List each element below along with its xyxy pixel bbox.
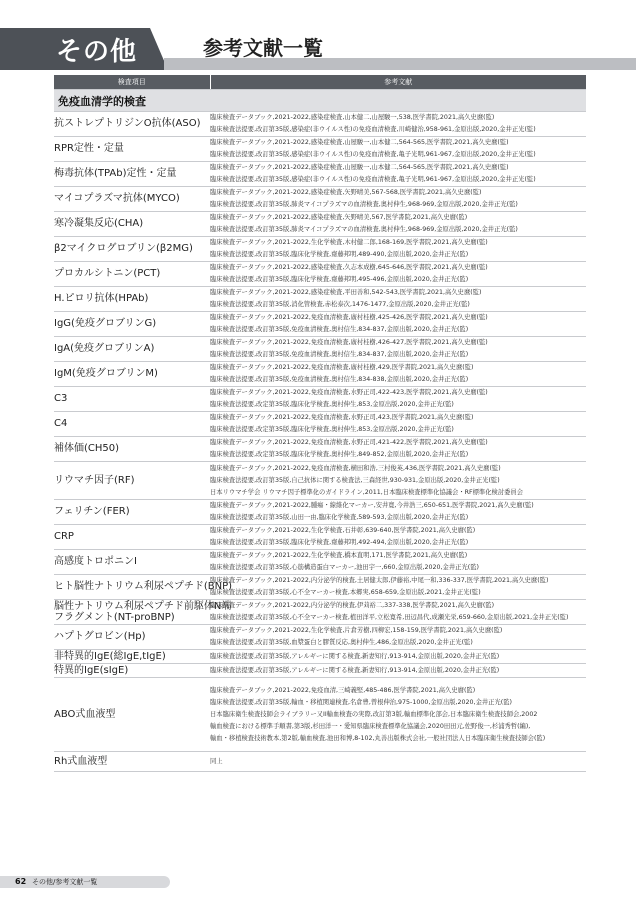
reference-list — [210, 262, 586, 287]
test-item-name: H.ピロリ抗体(HPAb) — [54, 287, 210, 312]
reference-list — [210, 362, 586, 387]
reference-list — [210, 500, 586, 525]
table-row — [54, 212, 586, 237]
table-row — [54, 650, 586, 664]
reference-entry: 臨床検査法提要,改訂第35版,免疫血清検査,奥村信生,834-837,金原出版,2020,金井正光(監) — [210, 351, 469, 358]
test-item-name: 梅毒抗体(TPAb)定性・定量 — [54, 162, 210, 187]
page-header — [0, 28, 636, 70]
reference-entry: 輸血・移植検査技術教本,第2版,輸血検査,池田和博,8-102,丸善出版株式会社,一般社団法人日本臨床衛生検査技師会(監) — [210, 734, 546, 742]
reference-list — [210, 462, 586, 500]
footer-label: その他/参考文献一覧 — [32, 878, 98, 886]
reference-entry: 臨床検査法提要,改訂第35版,臨床化学検査,齋藤邦明,492-494,金原出版,2020,金井正光(監) — [210, 539, 469, 546]
reference-entry: 臨床検査データブック,2021-2022,免疫血清検査,横田和浩,三村俊英,436,医学書院,2021,高久史麿(監) — [210, 464, 501, 472]
reference-entry: 臨床検査データブック,2021-2022,感染症検査,山本健二,山屋駿一,538,医学書院,2021,高久史麿(監) — [210, 114, 495, 121]
reference-entry: 臨床検査データブック,2021-2022,感染症検査,山屋駿一,山本健二,564-565,医学書院,2021,高久史麿(監) — [210, 164, 509, 171]
reference-entry: 臨床検査法提要,改訂第35版,消化管検査,赤松泰次,1476-1477,金原出版,2020,金井正光(監) — [210, 301, 470, 308]
test-item-name: C3 — [54, 387, 210, 412]
reference-entry: 臨床検査法提要,改訂第35版,免疫血清検査,奥村信生,834-838,金原出版,2020,金井正光(監) — [210, 376, 469, 383]
reference-entry: 臨床検査法提要,改訂第35版,山田一由,臨床化学検査,589-593,金原出版,2020,金井正光(監) — [210, 514, 469, 521]
reference-entry: 臨床検査法提要,改定第35版,臨床化学検査,奥村伸生,853,金原出版,2020,金井正光(監) — [210, 401, 454, 408]
table-row — [54, 387, 586, 412]
page-number: 62 — [15, 877, 27, 886]
reference-entry: 臨床検査法提要,改訂第35版,心不全マーカー検査,植田洋平,立松寛希,田辺昌代,成瀬光栄,659-660,金原出版,2021,金井正光(監) — [210, 614, 569, 621]
page-title: 参考文献一覧 — [203, 36, 323, 60]
table-row — [54, 362, 586, 387]
reference-entry: 臨床検査データブック,2021-2022,腫瘍・線維化マーカー,安井寛,今井浩三,650-651,医学書院,2021,高久史麿(監) — [210, 502, 534, 509]
section-row — [54, 90, 586, 112]
reference-list — [210, 600, 586, 625]
reference-entry: 臨床検査法提要,改訂第35版,臨床化学検査,齋藤邦明,489-490,金原出版,2020,金井正光(監) — [210, 251, 469, 258]
reference-entry: 臨床検査データブック,2021-2022,免疫血清検査,廣村桂樹,429,医学書院,2021,高久史麿(監) — [210, 364, 474, 371]
reference-entry: 臨床検査データブック,2021-2022,免疫血清検査,水野正司,421-422,医学書院,2021,高久史麿(監) — [210, 439, 488, 446]
reference-entry: 臨床検査データブック,2021-2022,免疫血清検査,廣村桂樹,425-426,医学書院,2021,高久史麿(監) — [210, 314, 488, 321]
reference-entry: 臨床検査データブック,2021-2022,生化学検査,片倉芳樹,四柳宏,158-159,医学書院,2021,高久史麿(監) — [210, 627, 503, 634]
test-item-name: 高感度トロポニンI — [54, 550, 210, 575]
reference-list — [210, 525, 586, 550]
reference-entry: 臨床検査法提要,改訂第35版,心不全マーカー検査,本郷実,658-659,金原出版,2021,金井正光(監) — [210, 589, 481, 596]
reference-entry: 臨床検査法提要,改訂第35版,感染症(非ウイルス性)の免疫血清検査,亀子光明,961-967,金原出版,2020,金井正光(監) — [210, 176, 536, 183]
table-row — [54, 462, 586, 500]
reference-entry: 臨床検査データブック,2021-2022,感染症検査,矢野晴美,567,医学書院,2021,高久史麿(監) — [210, 214, 468, 221]
test-item-name — [54, 600, 232, 625]
reference-entry: 輸血検査における標準手順書,第3版,杉田洋一・愛知県臨床検査標準化協議会,2020田田元,佐野俊一,杉浦秀哲(編), — [210, 722, 531, 730]
reference-list — [210, 678, 586, 752]
reference-list — [210, 550, 586, 575]
header-category-title: その他 — [56, 37, 138, 67]
table-row — [54, 287, 586, 312]
page-footer — [0, 876, 636, 888]
reference-entry: 臨床検査法提要,改訂第35版,感染症(非ウイルス性)の免疫血清検査,亀子光明,961-967,金原出版,2020,金井正光(監) — [210, 151, 536, 158]
reference-entry: 臨床検査データブック,2021-2022,生化学検査,石井彰,639-640,医学書院,2021,高久史麿(監) — [210, 527, 476, 534]
reference-list — [210, 162, 586, 187]
test-item-name: C4 — [54, 412, 210, 437]
reference-entry: 日本臨床衛生検査技師会ライブラリー又II輸血検査の実際,改訂第3版,輸血標準化部会,日本臨床衛生検査技師会,2002 — [210, 710, 538, 718]
table-row — [54, 550, 586, 575]
reference-list — [210, 287, 586, 312]
reference-list — [210, 137, 586, 162]
test-item-name: リウマチ因子(RF) — [54, 462, 210, 500]
table-row — [54, 664, 586, 678]
table-row — [54, 437, 586, 462]
table-row — [54, 600, 586, 625]
column-header-item: 検査項目 — [54, 75, 210, 90]
table-row — [54, 312, 586, 337]
table-row — [54, 625, 586, 650]
reference-entry: 臨床検査法提要,改訂第35版,アレルギーに関する検査,新妻知行,913-914,金原出版,2020,金井正光(監) — [210, 652, 500, 660]
table-row — [54, 575, 586, 600]
reference-entry: 日本リウマチ学会 リウマチ因子標準化のガイドライン,2011,日本臨床検査標準化協議会・RF標準化検討委員会 — [210, 488, 524, 496]
reference-list — [210, 412, 586, 437]
table-row — [54, 162, 586, 187]
reference-list — [210, 650, 586, 664]
test-item-line: 脳性ナトリウム利尿ペプチド前駆体N端 — [54, 601, 232, 612]
reference-list — [210, 237, 586, 262]
section-title: 免疫血清学的検査 — [54, 90, 586, 112]
reference-entry: 臨床検査法提要,改訂第35版,自己抗体に関する検査法,三森経世,930-931,金原出版,2020,金井正光(監) — [210, 476, 500, 484]
test-item-name: IgG(免疫グロブリンG) — [54, 312, 210, 337]
test-item-name: ABO式血液型 — [54, 678, 210, 752]
table-row — [54, 137, 586, 162]
test-item-name: 抗ストレプトリジンO抗体(ASO) — [54, 112, 210, 137]
test-item-name: プロカルシトニン(PCT) — [54, 262, 210, 287]
table-row — [54, 262, 586, 287]
table-row — [54, 678, 586, 752]
reference-entry: 臨床検査法提要,改訂第35版,肺炎マイコプラズマの血清検査,奥村伸生,968-969,金原出版,2020,金井正光(監) — [210, 226, 518, 233]
reference-entry: 臨床検査法提要,改訂第35版,臨床化学検査,齋藤邦明,495-496,金原出版,2020,金井正光(監) — [210, 276, 469, 283]
reference-entry: 同上 — [210, 757, 223, 765]
reference-entry: 臨床検査法提要,改訂第35版,血漿蛋白と膠質反応,奥村伸生,486,金原出版,2020,金井正光(監) — [210, 639, 473, 646]
reference-entry: 臨床検査データブック,2021-2022,生化学検査,橋本直明,171,医学書院,2021,高久史麿(監) — [210, 552, 468, 559]
test-item-name: 非特異的IgE(総IgE,tIgE) — [54, 650, 210, 664]
reference-list — [210, 664, 586, 678]
reference-entry: 臨床検査法提要,改訂第35版,輸血・移植関連検査,名倉豊,曽根伸治,975-1000,金原出版,2020,金井正光(監) — [210, 698, 512, 706]
reference-entry: 臨床検査データブック,2021-2022,免疫血清検査,水野正司,423,医学書院,2021,高久史麿(監) — [210, 414, 474, 421]
reference-list — [210, 212, 586, 237]
table-row — [54, 412, 586, 437]
test-item-name: フェリチン(FER) — [54, 500, 210, 525]
test-item-name: IgM(免疫グロブリンM) — [54, 362, 210, 387]
reference-entry: 臨床検査データブック,2021-2022,感染症検査,山屋駿一,山本健二,564-565,医学書院,2021,高久史麿(監) — [210, 139, 509, 146]
reference-entry: 臨床検査データブック,2021-2022,内分泌学的検査,伊苅裕二,337-338,医学書院,2021,高久史麿(監) — [210, 602, 495, 609]
reference-entry: 臨床検査法提要,改定第35版,臨床化学検査,奥村伸生,849-852,金原出版,2020,金井正光(監) — [210, 451, 469, 458]
test-item-name: ヒト脳性ナトリウム利尿ペプチド(BNP) — [54, 575, 210, 600]
reference-list — [210, 112, 586, 137]
reference-list — [210, 337, 586, 362]
table-row — [54, 500, 586, 525]
reference-entry: 臨床検査データブック,2021-2022,感染症検査,矢野晴美,567-568,医学書院,2021,高久史麿(監) — [210, 189, 482, 196]
reference-entry: 臨床検査法提要,改訂第35版,アレルギーに関する検査,新妻知行,913-914,金原出版,2020,金井正光(監) — [210, 666, 500, 674]
test-item-name: CRP — [54, 525, 210, 550]
table-row — [54, 525, 586, 550]
reference-list — [210, 752, 586, 772]
test-item-name: マイコプラズマ抗体(MYCO) — [54, 187, 210, 212]
test-item-name: 寒冷凝集反応(CHA) — [54, 212, 210, 237]
test-item-name: ハプトグロビン(Hp) — [54, 625, 210, 650]
test-item-name: 特異的IgE(sIgE) — [54, 664, 210, 678]
table-row — [54, 337, 586, 362]
reference-entry: 臨床検査法提要,改訂第35版,免疫血清検査,奥村信生,834-837,金原出版,2020,金井正光(監) — [210, 326, 469, 333]
table-row — [54, 237, 586, 262]
reference-entry: 臨床検査法提要,改訂第35版,肺炎マイコプラズマの血清検査,奥村伸生,968-969,金原出版,2020,金井正光(監) — [210, 201, 518, 208]
reference-entry: 臨床検査データブック,2021-2022,免疫血清検査,水野正司,422-423,医学書院,2021,高久史麿(監) — [210, 389, 488, 396]
table-row — [54, 112, 586, 137]
table-header-row — [54, 75, 586, 90]
reference-entry: 臨床検査データブック,2021-2022,免疫血清,三崎義堅,485-486,医学書院,2021,高久史麿(監) — [210, 686, 476, 694]
reference-table — [54, 75, 586, 772]
reference-entry: 臨床検査法提要,改訂第35版,心筋構造蛋白マーカー,池田宇一,660,金原出版,2020,金井正光(監) — [210, 564, 479, 571]
table-row — [54, 187, 586, 212]
reference-entry: 臨床検査法提要,改定第35版,臨床化学検査,奥村伸生,853,金原出版,2020,金井正光(監) — [210, 426, 454, 433]
test-item-line: フラグメント(NT-proBNP) — [54, 612, 175, 623]
reference-list — [210, 625, 586, 650]
reference-list — [210, 387, 586, 412]
table-row — [54, 752, 586, 772]
reference-list — [210, 312, 586, 337]
test-item-name: Rh式血液型 — [54, 752, 210, 772]
reference-list — [210, 575, 586, 600]
reference-entry: 臨床検査データブック,2021-2022,内分泌学的検査,土居健太郎,伊藤裕,中尾一和,336-337,医学書院,2021,高久史麿(監) — [210, 577, 549, 584]
reference-entry: 臨床検査法提要,改訂第35版,感染症(非ウイルス性)の免疫血清検査,川崎健治,958-961,金原出版,2020,金井正光(監) — [210, 126, 536, 133]
reference-entry: 臨床検査データブック,2021-2022,感染症検査,久志本成樹,645-646,医学書院,2021,高久史麿(監) — [210, 264, 488, 271]
reference-entry: 臨床検査データブック,2021-2022,生化学検査,木村健二郎,168-169,医学書院,2021,高久史麿(監) — [210, 239, 488, 246]
reference-entry: 臨床検査データブック,2021-2022,免疫血清検査,廣村桂樹,426-427,医学書院,2021,高久史麿(監) — [210, 339, 488, 346]
test-item-name: β2マイクログロブリン(β2MG) — [54, 237, 210, 262]
reference-entry: 臨床検査データブック,2021-2022,感染症検査,平田善和,542-543,医学書院,2021,高久史麿(監) — [210, 289, 482, 296]
test-item-name: RPR定性・定量 — [54, 137, 210, 162]
test-item-name: IgA(免疫グロブリンA) — [54, 337, 210, 362]
column-header-reference: 参考文献 — [210, 75, 586, 90]
reference-list — [210, 437, 586, 462]
test-item-name: 補体価(CH50) — [54, 437, 210, 462]
reference-list — [210, 187, 586, 212]
